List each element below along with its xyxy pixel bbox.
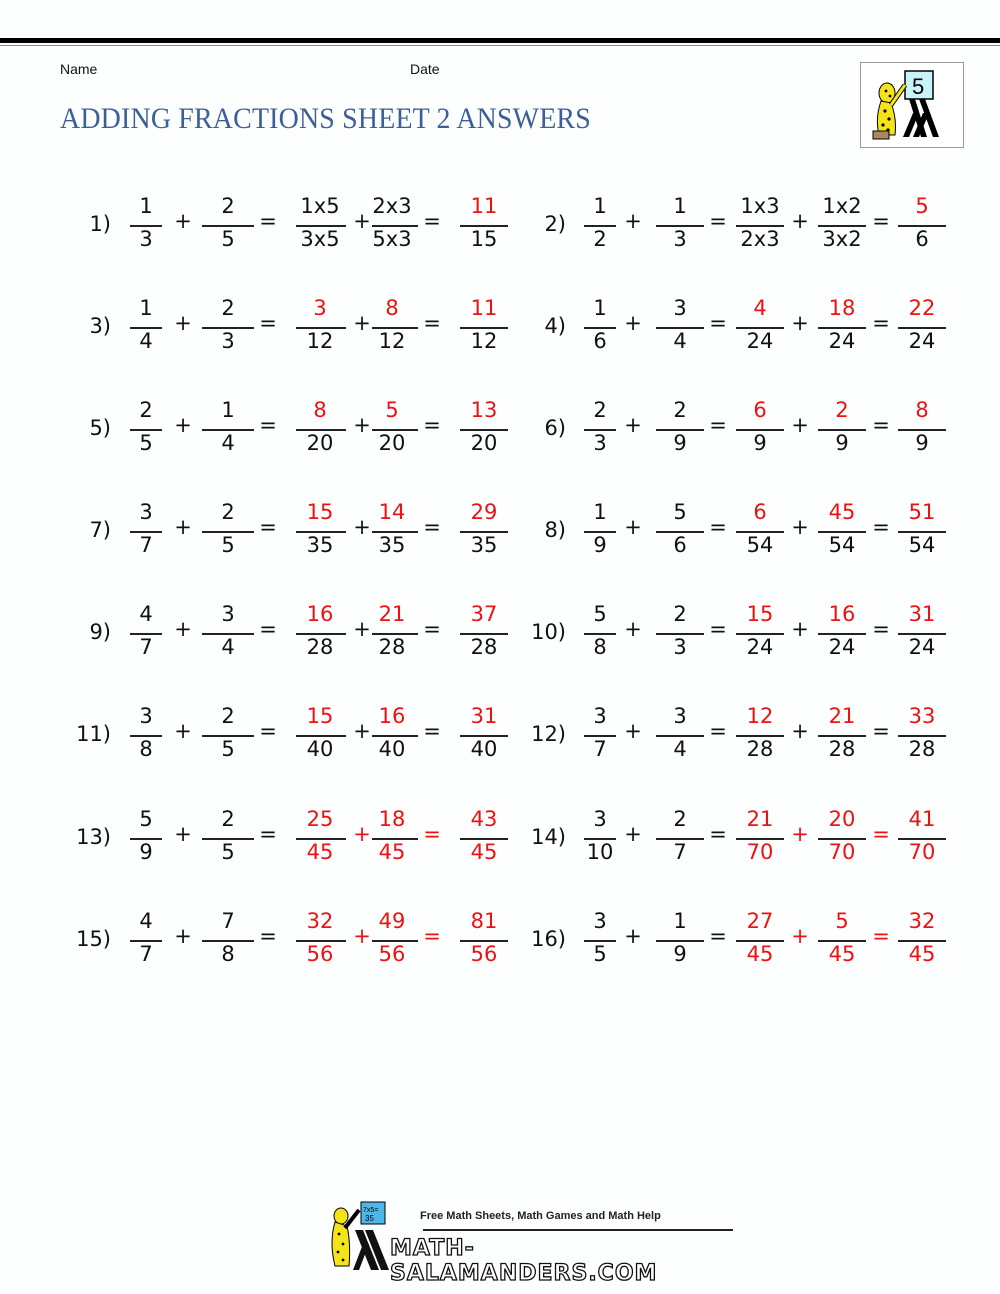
answer-fraction-denominator: 45 [470,840,498,864]
fraction-second-numerator: 1 [221,398,235,422]
equals-sign: = [423,515,441,539]
problem-6 [0,394,1000,464]
answer-fraction-numerator: 51 [908,500,936,524]
equivalent-second-denominator: 28 [828,737,856,761]
date-label: Date [410,61,440,77]
equivalent-second-numerator: 5 [835,909,849,933]
equivalent-second-numerator: 16 [828,602,856,626]
equivalent-first-numerator: 25 [306,807,334,831]
plus-sign: + [624,311,642,335]
salamander-logo [860,62,964,148]
fraction-second-denominator: 5 [221,737,235,761]
equivalent-second-numerator: 16 [378,704,406,728]
problem-12 [0,700,1000,770]
equivalent-second-denominator: 20 [378,431,406,455]
plus-sign: + [624,413,642,437]
fraction-second-denominator: 8 [221,942,235,966]
equivalent-first-numerator: 32 [306,909,334,933]
svg-text:35: 35 [365,1214,374,1223]
equivalent-first-denominator: 45 [306,840,334,864]
equivalent-second-denominator: 45 [378,840,406,864]
equivalent-second-denominator: 54 [828,533,856,557]
problem-number: 16) [531,927,566,951]
equals-sign: = [423,924,441,948]
equivalent-first-numerator: 4 [753,296,767,320]
equivalent-first-denominator: 20 [306,431,334,455]
answer-fraction-numerator: 22 [908,296,936,320]
fraction-second-numerator: 2 [221,500,235,524]
equivalent-second-denominator: 45 [828,942,856,966]
equivalent-second-denominator: 9 [835,431,849,455]
plus-sign: + [624,719,642,743]
plus-sign: + [353,311,371,335]
plus-sign: + [791,924,809,948]
equivalent-first-denominator: 2x3 [740,227,780,251]
svg-text:7x5=: 7x5= [363,1207,379,1214]
equivalent-first-numerator: 6 [753,500,767,524]
equivalent-second-numerator: 8 [385,296,399,320]
fraction-second-numerator: 2 [221,194,235,218]
fraction-first-numerator: 3 [593,909,607,933]
equivalent-first-denominator: 28 [306,635,334,659]
problem-number: 4) [544,314,566,338]
answer-fraction-denominator: 70 [908,840,936,864]
plus-sign: + [174,413,192,437]
equals-sign: = [423,719,441,743]
equals-sign: = [872,209,890,233]
answer-fraction-denominator: 9 [915,431,929,455]
plus-sign: + [791,617,809,641]
equivalent-first-numerator: 27 [746,909,774,933]
answer-fraction-denominator: 56 [470,942,498,966]
problem-16 [0,905,1000,975]
equivalent-first-denominator: 54 [746,533,774,557]
equals-sign: = [423,311,441,335]
plus-sign: + [353,822,371,846]
equivalent-second-numerator: 45 [828,500,856,524]
equivalent-second-denominator: 28 [378,635,406,659]
plus-sign: + [174,515,192,539]
equivalent-first-denominator: 70 [746,840,774,864]
equals-sign: = [709,413,727,437]
plus-sign: + [624,617,642,641]
answer-fraction-numerator: 13 [470,398,498,422]
plus-sign: + [353,719,371,743]
fraction-second-denominator: 7 [673,840,687,864]
equivalent-second-denominator: 24 [828,635,856,659]
fraction-first-numerator: 1 [593,194,607,218]
plus-sign: + [791,822,809,846]
fraction-first-denominator: 9 [593,533,607,557]
fraction-second-numerator: 2 [673,398,687,422]
plus-sign: + [353,924,371,948]
answer-fraction-numerator: 31 [908,602,936,626]
answer-fraction-denominator: 28 [470,635,498,659]
plus-sign: + [353,413,371,437]
fraction-first-denominator: 3 [139,227,153,251]
footer-logo [325,1200,715,1286]
answer-fraction-numerator: 41 [908,807,936,831]
equivalent-second-denominator: 56 [378,942,406,966]
equivalent-first-numerator: 12 [746,704,774,728]
plus-sign: + [791,209,809,233]
problem-number: 12) [531,722,566,746]
equivalent-second-numerator: 49 [378,909,406,933]
footer-tagline: Free Math Sheets, Math Games and Math Help [420,1210,661,1222]
fraction-first-denominator: 8 [139,737,153,761]
fraction-first-denominator: 9 [139,840,153,864]
equivalent-second-numerator: 18 [828,296,856,320]
salamander-icon [861,63,963,147]
equivalent-first-denominator: 24 [746,329,774,353]
fraction-second-denominator: 9 [673,431,687,455]
fraction-second-denominator: 5 [221,227,235,251]
equivalent-first-denominator: 3x5 [300,227,340,251]
fraction-first-numerator: 2 [593,398,607,422]
equivalent-second-numerator: 20 [828,807,856,831]
answer-fraction-numerator: 43 [470,807,498,831]
equivalent-first-denominator: 24 [746,635,774,659]
answer-fraction-numerator: 5 [915,194,929,218]
equals-sign: = [259,515,277,539]
answer-fraction-denominator: 6 [915,227,929,251]
fraction-second-numerator: 2 [673,602,687,626]
fraction-second-numerator: 2 [673,807,687,831]
fraction-second-denominator: 3 [221,329,235,353]
fraction-second-denominator: 5 [221,840,235,864]
plus-sign: + [353,617,371,641]
equivalent-second-numerator: 18 [378,807,406,831]
answer-fraction-numerator: 81 [470,909,498,933]
equals-sign: = [709,822,727,846]
fraction-second-numerator: 2 [221,704,235,728]
fraction-second-denominator: 3 [673,227,687,251]
equivalent-first-denominator: 9 [753,431,767,455]
equals-sign: = [872,719,890,743]
equivalent-first-denominator: 45 [746,942,774,966]
plus-sign: + [174,311,192,335]
problem-number: 9) [89,620,111,644]
problem-number: 8) [544,518,566,542]
answer-fraction-denominator: 20 [470,431,498,455]
fraction-first-numerator: 2 [139,398,153,422]
fraction-first-numerator: 4 [139,909,153,933]
equivalent-second-numerator: 2 [835,398,849,422]
equals-sign: = [259,209,277,233]
fraction-first-numerator: 3 [593,704,607,728]
answer-fraction-numerator: 37 [470,602,498,626]
footer-site-name: MATH-SALAMANDERS.COM [390,1236,658,1286]
fraction-second-denominator: 4 [221,635,235,659]
problem-number: 10) [531,620,566,644]
footer-rule [423,1229,733,1231]
equals-sign: = [423,617,441,641]
equivalent-first-numerator: 21 [746,807,774,831]
plus-sign: + [174,924,192,948]
equivalent-first-denominator: 40 [306,737,334,761]
answer-fraction-numerator: 8 [915,398,929,422]
equals-sign: = [709,209,727,233]
answer-fraction-numerator: 33 [908,704,936,728]
fraction-first-numerator: 1 [139,194,153,218]
fraction-first-denominator: 7 [139,942,153,966]
equivalent-second-denominator: 40 [378,737,406,761]
equivalent-first-denominator: 35 [306,533,334,557]
equivalent-second-denominator: 3x2 [822,227,862,251]
equals-sign: = [872,822,890,846]
problem-number: 15) [76,927,111,951]
equivalent-second-numerator: 1x2 [822,194,862,218]
problem-4 [0,292,1000,362]
fraction-second-denominator: 9 [673,942,687,966]
equivalent-first-denominator: 12 [306,329,334,353]
fraction-first-numerator: 1 [593,296,607,320]
equivalent-first-numerator: 3 [313,296,327,320]
plus-sign: + [624,924,642,948]
plus-sign: + [624,515,642,539]
equals-sign: = [872,515,890,539]
problem-14 [0,803,1000,873]
equivalent-first-denominator: 56 [306,942,334,966]
answer-fraction-denominator: 54 [908,533,936,557]
fraction-first-denominator: 7 [139,533,153,557]
equals-sign: = [259,924,277,948]
plus-sign: + [353,515,371,539]
fraction-second-denominator: 6 [673,533,687,557]
answer-fraction-numerator: 31 [470,704,498,728]
fraction-second-numerator: 2 [221,807,235,831]
equivalent-first-numerator: 15 [746,602,774,626]
equivalent-first-denominator: 28 [746,737,774,761]
fraction-second-numerator: 3 [221,602,235,626]
problem-number: 3) [89,314,111,338]
plus-sign: + [174,822,192,846]
problem-number: 6) [544,416,566,440]
fraction-second-denominator: 5 [221,533,235,557]
problem-number: 2) [544,212,566,236]
equals-sign: = [259,413,277,437]
equals-sign: = [872,413,890,437]
plus-sign: + [791,719,809,743]
fraction-first-numerator: 1 [139,296,153,320]
plus-sign: + [624,209,642,233]
problem-number: 13) [76,825,111,849]
fraction-first-denominator: 7 [139,635,153,659]
fraction-first-denominator: 5 [593,942,607,966]
fraction-first-denominator: 5 [139,431,153,455]
equals-sign: = [872,617,890,641]
equivalent-first-numerator: 6 [753,398,767,422]
equals-sign: = [423,413,441,437]
fraction-first-numerator: 3 [593,807,607,831]
answer-fraction-numerator: 29 [470,500,498,524]
fraction-first-numerator: 5 [593,602,607,626]
answer-fraction-numerator: 11 [470,296,498,320]
answer-fraction-denominator: 12 [470,329,498,353]
fraction-second-denominator: 4 [673,737,687,761]
fraction-first-numerator: 3 [139,704,153,728]
equivalent-first-numerator: 1x3 [740,194,780,218]
equals-sign: = [872,311,890,335]
equivalent-second-denominator: 35 [378,533,406,557]
equivalent-second-numerator: 21 [378,602,406,626]
problem-10 [0,598,1000,668]
problem-number: 14) [531,825,566,849]
answer-fraction-numerator: 11 [470,194,498,218]
equivalent-second-denominator: 12 [378,329,406,353]
equals-sign: = [709,311,727,335]
fraction-first-numerator: 1 [593,500,607,524]
plus-sign: + [174,719,192,743]
fraction-first-denominator: 6 [593,329,607,353]
fraction-second-denominator: 3 [673,635,687,659]
fraction-second-denominator: 4 [221,431,235,455]
equals-sign: = [259,311,277,335]
equivalent-second-numerator: 2x3 [372,194,412,218]
equivalent-first-numerator: 1x5 [300,194,340,218]
equals-sign: = [872,924,890,948]
answer-fraction-denominator: 40 [470,737,498,761]
fraction-second-numerator: 5 [673,500,687,524]
plus-sign: + [624,822,642,846]
fraction-second-denominator: 4 [673,329,687,353]
fraction-first-denominator: 8 [593,635,607,659]
problem-number: 1) [89,212,111,236]
equivalent-second-denominator: 5x3 [372,227,412,251]
fraction-first-numerator: 5 [139,807,153,831]
fraction-first-numerator: 4 [139,602,153,626]
equals-sign: = [423,209,441,233]
equivalent-second-numerator: 5 [385,398,399,422]
equivalent-second-denominator: 70 [828,840,856,864]
answer-fraction-denominator: 24 [908,635,936,659]
equals-sign: = [423,822,441,846]
fraction-second-numerator: 3 [673,704,687,728]
top-rule [0,38,1000,43]
fraction-first-denominator: 10 [586,840,614,864]
equivalent-second-denominator: 24 [828,329,856,353]
plus-sign: + [174,209,192,233]
equivalent-second-numerator: 21 [828,704,856,728]
answer-fraction-denominator: 15 [470,227,498,251]
fraction-second-numerator: 2 [221,296,235,320]
equivalent-first-numerator: 15 [306,500,334,524]
problem-number: 5) [89,416,111,440]
plus-sign: + [791,413,809,437]
equals-sign: = [259,822,277,846]
equivalent-first-numerator: 8 [313,398,327,422]
equals-sign: = [709,924,727,948]
fraction-second-numerator: 7 [221,909,235,933]
problem-2 [0,190,1000,260]
equivalent-first-numerator: 16 [306,602,334,626]
equivalent-first-numerator: 15 [306,704,334,728]
fraction-second-numerator: 3 [673,296,687,320]
fraction-second-numerator: 1 [673,194,687,218]
answer-fraction-denominator: 45 [908,942,936,966]
fraction-first-denominator: 4 [139,329,153,353]
plus-sign: + [791,515,809,539]
fraction-first-denominator: 2 [593,227,607,251]
problem-number: 11) [76,722,111,746]
fraction-first-denominator: 3 [593,431,607,455]
top-rule-thin [0,45,1000,46]
equals-sign: = [259,719,277,743]
equals-sign: = [709,719,727,743]
equivalent-second-numerator: 14 [378,500,406,524]
equals-sign: = [259,617,277,641]
svg-text:5: 5 [912,74,925,99]
fraction-first-numerator: 3 [139,500,153,524]
plus-sign: + [353,209,371,233]
answer-fraction-denominator: 28 [908,737,936,761]
problem-8 [0,496,1000,566]
problem-number: 7) [89,518,111,542]
equals-sign: = [709,617,727,641]
equals-sign: = [709,515,727,539]
fraction-second-numerator: 1 [673,909,687,933]
fraction-first-denominator: 7 [593,737,607,761]
plus-sign: + [174,617,192,641]
name-label: Name [60,61,98,77]
answer-fraction-numerator: 32 [908,909,936,933]
page-title: ADDING FRACTIONS SHEET 2 ANSWERS [60,102,591,135]
answer-fraction-denominator: 24 [908,329,936,353]
plus-sign: + [791,311,809,335]
answer-fraction-denominator: 35 [470,533,498,557]
